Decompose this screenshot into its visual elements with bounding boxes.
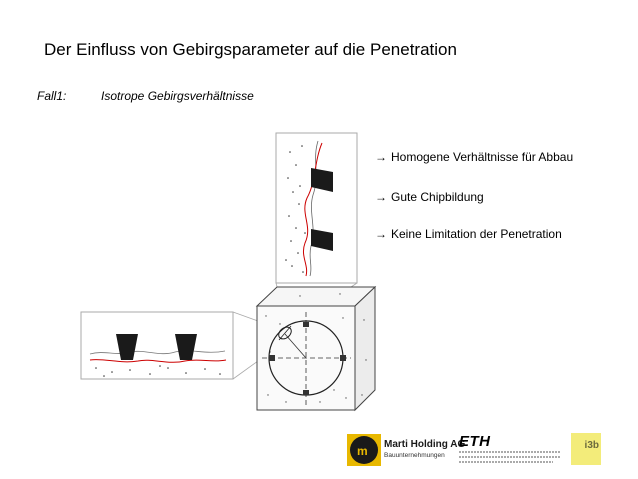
i3b-logo	[571, 433, 601, 465]
arrow-right-icon: →	[375, 227, 387, 241]
marti-company-name: Marti Holding AG	[384, 439, 466, 450]
arrow-right-icon: →	[375, 150, 387, 164]
i3b-logo-text: i3b	[584, 440, 599, 451]
eth-logo-text: ETH	[459, 433, 491, 450]
case-label: Fall1:	[37, 89, 67, 103]
horizontal-detail-panel	[81, 312, 233, 379]
svg-text:m: m	[357, 444, 368, 458]
rock-cube	[257, 287, 375, 410]
vertical-detail-panel	[276, 133, 357, 283]
eth-tagline-icon	[459, 452, 560, 462]
bullet-text: Gute Chipbildung	[391, 190, 484, 204]
marti-logo-icon	[347, 434, 381, 466]
bullet-text: Homogene Verhältnisse für Abbau	[391, 150, 574, 164]
bullet-text: Keine Limitation der Penetration	[391, 227, 562, 241]
case-description: Isotrope Gebirgsverhältnisse	[101, 89, 254, 103]
arrow-right-icon: →	[375, 190, 387, 204]
marti-company-subtitle: Bauunternehmungen	[384, 452, 445, 459]
slide-title: Der Einfluss von Gebirgsparameter auf die Penetration	[44, 40, 457, 59]
